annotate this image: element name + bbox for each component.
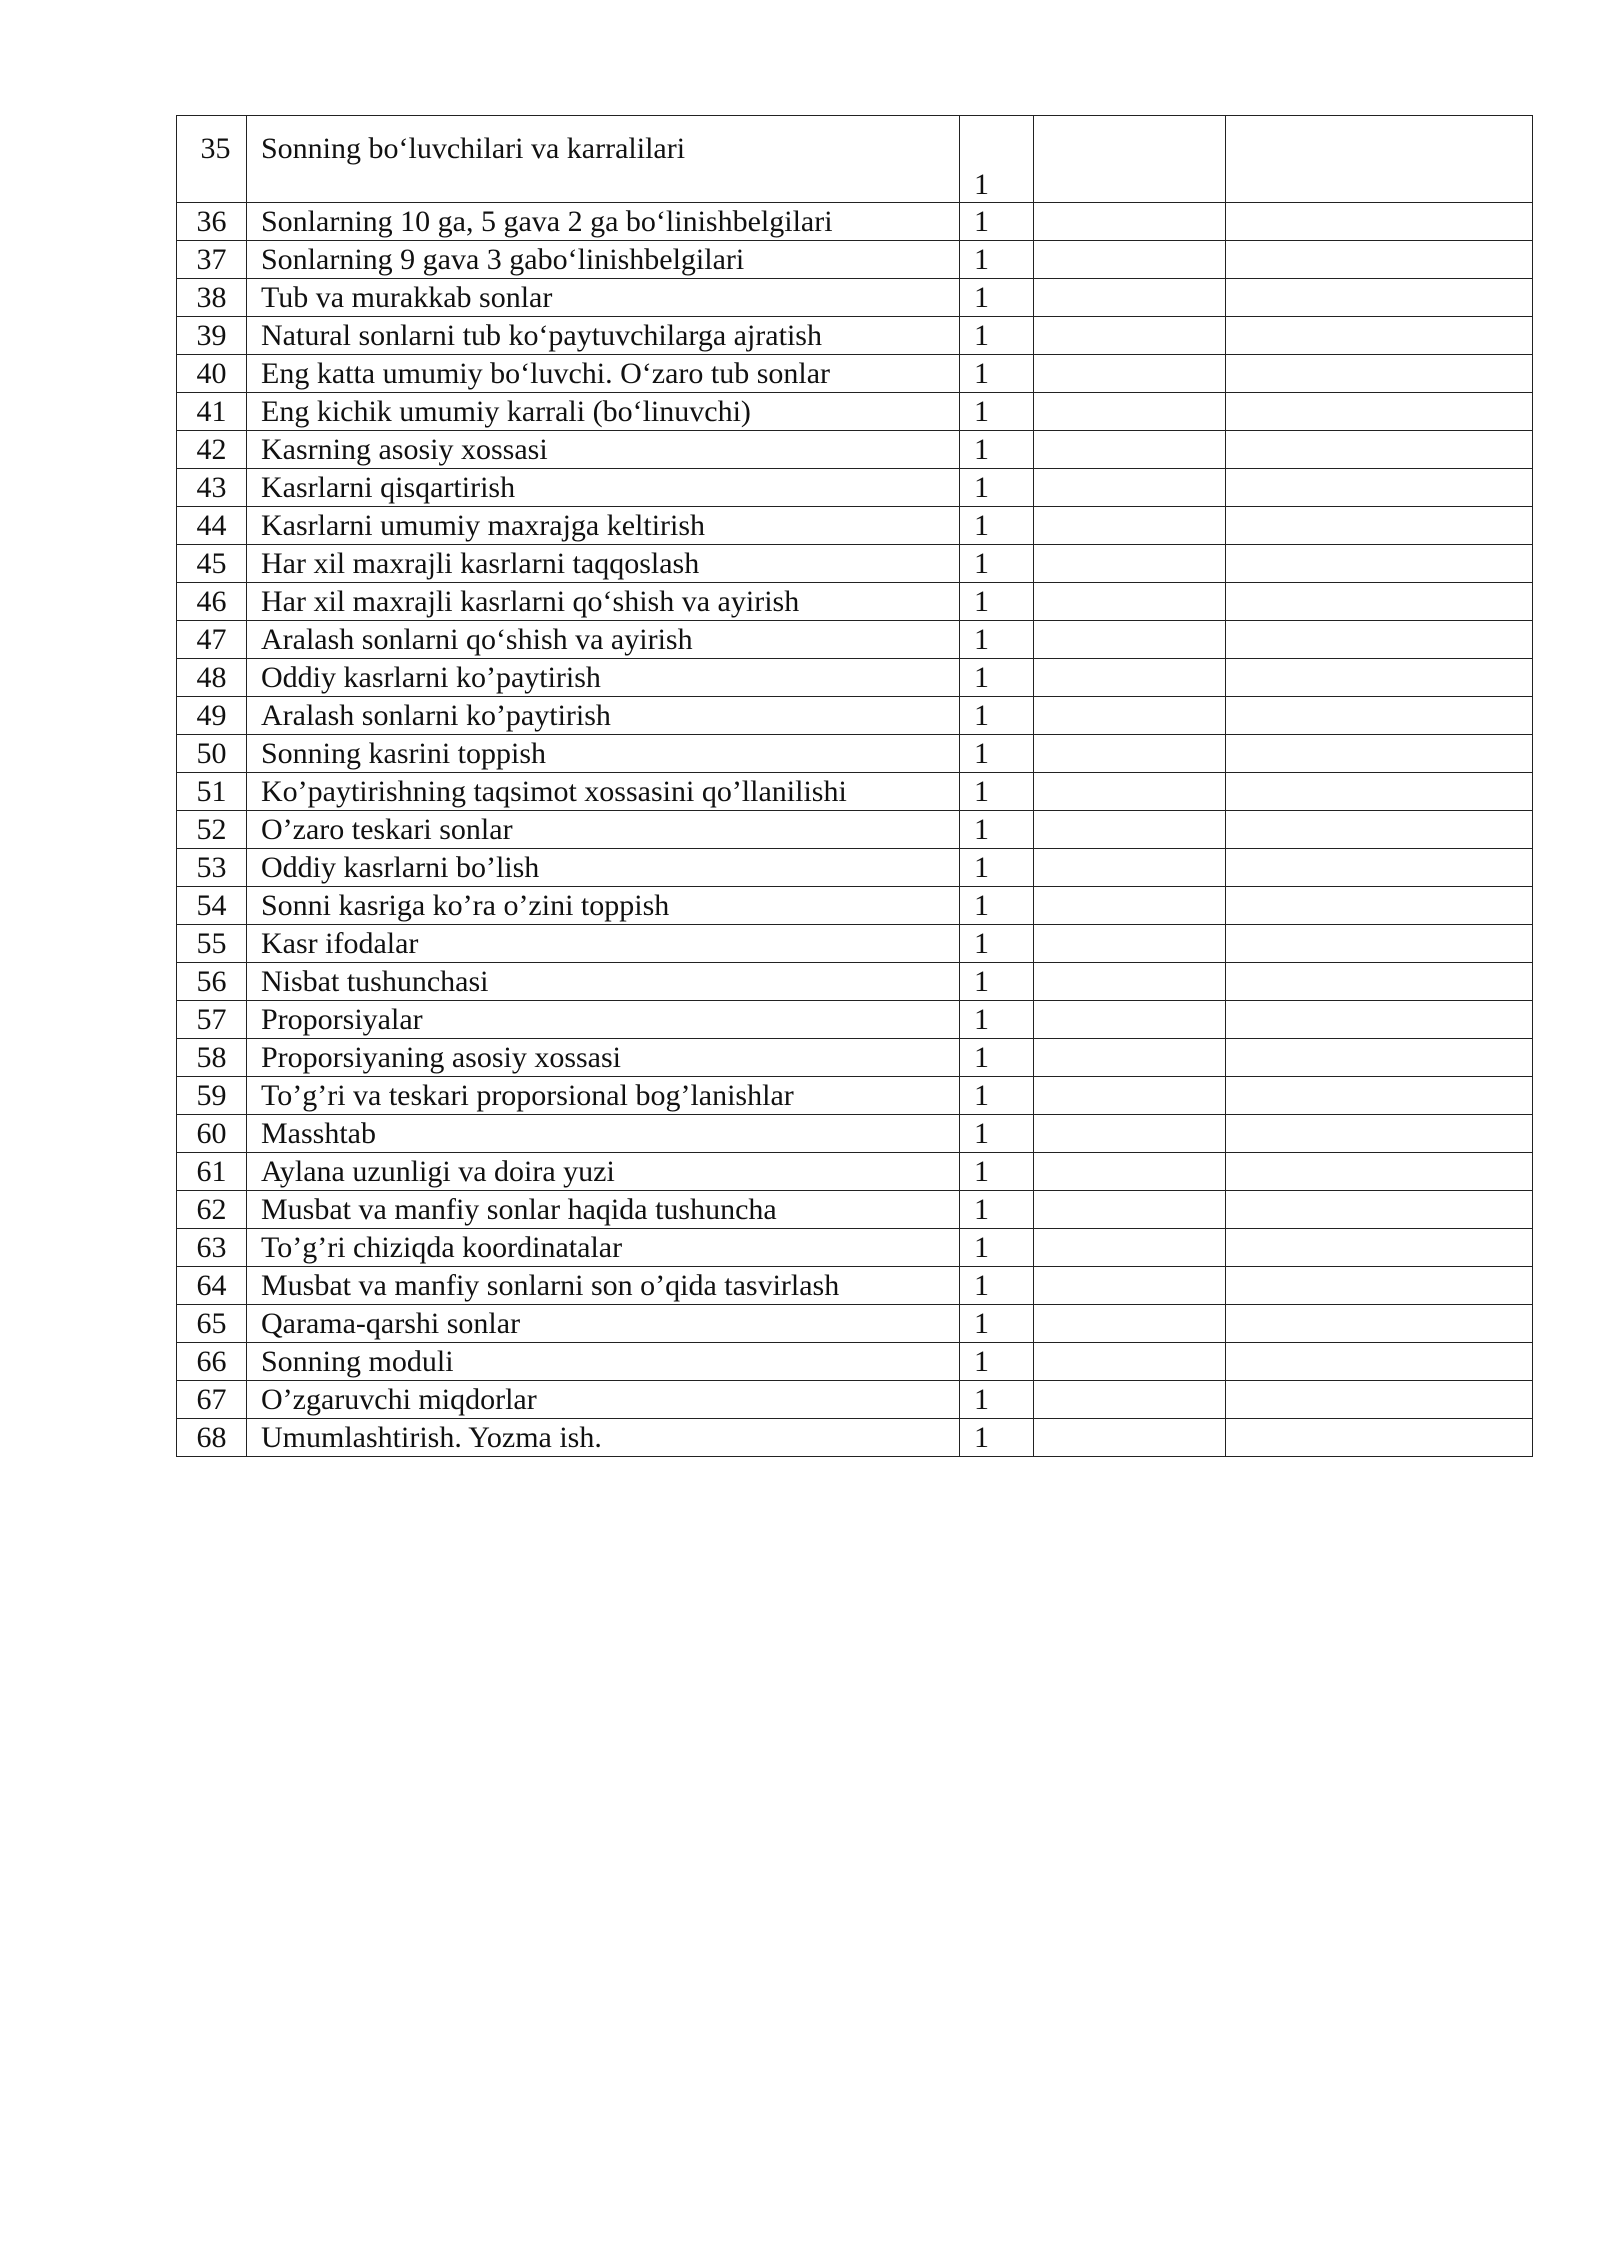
lesson-topic-cell: Musbat va manfiy sonlarni son o’qida tasvirlash	[247, 1267, 960, 1305]
table-row	[177, 279, 1533, 317]
blank-cell	[1034, 1267, 1226, 1305]
lesson-number-cell: 68	[177, 1419, 247, 1457]
lesson-hours-cell: 1	[960, 963, 1034, 1001]
table-row	[177, 811, 1533, 849]
lesson-hours-cell: 1	[960, 1001, 1034, 1039]
lesson-hours-cell: 1	[960, 811, 1034, 849]
blank-cell	[1034, 1077, 1226, 1115]
lesson-topic-cell: Sonlarning 9 gava 3 gabo‘linishbelgilari	[247, 241, 960, 279]
lesson-topic-cell: To’g’ri va teskari proporsional bog’lanishlar	[247, 1077, 960, 1115]
lesson-plan-table-body	[177, 116, 1533, 1457]
lesson-number-cell: 42	[177, 431, 247, 469]
blank-cell	[1226, 116, 1533, 203]
blank-cell	[1226, 887, 1533, 925]
blank-cell	[1226, 355, 1533, 393]
lesson-number-cell: 52	[177, 811, 247, 849]
lesson-topic-cell: Kasrlarni qisqartirish	[247, 469, 960, 507]
blank-cell	[1034, 659, 1226, 697]
blank-cell	[1034, 1039, 1226, 1077]
blank-cell	[1034, 773, 1226, 811]
lesson-number-cell: 50	[177, 735, 247, 773]
lesson-topic-cell: Eng kichik umumiy karrali (bo‘linuvchi)	[247, 393, 960, 431]
table-row	[177, 1305, 1533, 1343]
lesson-number-cell: 36	[177, 203, 247, 241]
lesson-hours-cell: 1	[960, 925, 1034, 963]
lesson-topic-cell: Qarama-qarshi sonlar	[247, 1305, 960, 1343]
lesson-topic-cell: Aralash sonlarni ko’paytirish	[247, 697, 960, 735]
blank-cell	[1226, 1267, 1533, 1305]
blank-cell	[1226, 241, 1533, 279]
table-row	[177, 1419, 1533, 1457]
lesson-hours-cell: 1	[960, 583, 1034, 621]
table-row	[177, 1077, 1533, 1115]
lesson-topic-cell: Oddiy kasrlarni bo’lish	[247, 849, 960, 887]
lesson-hours-cell: 1	[960, 1343, 1034, 1381]
blank-cell	[1034, 811, 1226, 849]
lesson-hours-cell: 1	[960, 279, 1034, 317]
lesson-number-cell: 66	[177, 1343, 247, 1381]
lesson-topic-cell: To’g’ri chiziqda koordinatalar	[247, 1229, 960, 1267]
blank-cell	[1226, 203, 1533, 241]
blank-cell	[1034, 317, 1226, 355]
blank-cell	[1034, 431, 1226, 469]
lesson-number-cell: 58	[177, 1039, 247, 1077]
blank-cell	[1034, 279, 1226, 317]
blank-cell	[1226, 1191, 1533, 1229]
lesson-hours-cell: 1	[960, 1229, 1034, 1267]
lesson-hours-cell: 1	[960, 773, 1034, 811]
table-row	[177, 583, 1533, 621]
lesson-hours-cell: 1	[960, 1115, 1034, 1153]
lesson-number-cell: 47	[177, 621, 247, 659]
table-row	[177, 887, 1533, 925]
table-row	[177, 1115, 1533, 1153]
table-row	[177, 393, 1533, 431]
blank-cell	[1226, 545, 1533, 583]
lesson-topic-cell: Sonning bo‘luvchilari va karralilari	[247, 116, 960, 203]
blank-cell	[1034, 697, 1226, 735]
lesson-hours-cell: 1	[960, 659, 1034, 697]
lesson-number-cell: 41	[177, 393, 247, 431]
blank-cell	[1226, 811, 1533, 849]
table-row	[177, 963, 1533, 1001]
table-row	[177, 849, 1533, 887]
lesson-topic-cell: Sonlarning 10 ga, 5 gava 2 ga bo‘linishbelgilari	[247, 203, 960, 241]
lesson-topic-cell: Aylana uzunligi va doira yuzi	[247, 1153, 960, 1191]
blank-cell	[1034, 1305, 1226, 1343]
lesson-topic-cell: Sonni kasriga ko’ra o’zini toppish	[247, 887, 960, 925]
blank-cell	[1034, 849, 1226, 887]
blank-cell	[1226, 735, 1533, 773]
blank-cell	[1226, 925, 1533, 963]
blank-cell	[1226, 1343, 1533, 1381]
lesson-number-cell: 67	[177, 1381, 247, 1419]
lesson-hours-cell: 1	[960, 1305, 1034, 1343]
blank-cell	[1226, 1381, 1533, 1419]
lesson-number-cell: 53	[177, 849, 247, 887]
lesson-number-cell: 62	[177, 1191, 247, 1229]
blank-cell	[1226, 1229, 1533, 1267]
lesson-hours-cell: 1	[960, 393, 1034, 431]
table-row	[177, 355, 1533, 393]
lesson-topic-cell: Kasr ifodalar	[247, 925, 960, 963]
blank-cell	[1226, 1419, 1533, 1457]
lesson-hours-cell: 1	[960, 1381, 1034, 1419]
lesson-hours-cell: 1	[960, 1191, 1034, 1229]
lesson-hours-cell: 1	[960, 116, 1034, 203]
lesson-topic-cell: Har xil maxrajli kasrlarni qo‘shish va ayirish	[247, 583, 960, 621]
blank-cell	[1034, 116, 1226, 203]
lesson-topic-cell: Tub va murakkab sonlar	[247, 279, 960, 317]
table-row	[177, 735, 1533, 773]
table-row	[177, 1039, 1533, 1077]
table-row	[177, 1229, 1533, 1267]
lesson-number-cell: 46	[177, 583, 247, 621]
table-row	[177, 1381, 1533, 1419]
lesson-number-cell: 45	[177, 545, 247, 583]
table-row	[177, 469, 1533, 507]
blank-cell	[1034, 1381, 1226, 1419]
blank-cell	[1226, 393, 1533, 431]
blank-cell	[1034, 1343, 1226, 1381]
table-row	[177, 545, 1533, 583]
lesson-topic-cell: Sonning kasrini toppish	[247, 735, 960, 773]
lesson-topic-cell: Eng katta umumiy bo‘luvchi. O‘zaro tub sonlar	[247, 355, 960, 393]
table-row	[177, 1153, 1533, 1191]
lesson-topic-cell: Proporsiyalar	[247, 1001, 960, 1039]
table-row	[177, 925, 1533, 963]
lesson-number-cell: 38	[177, 279, 247, 317]
blank-cell	[1034, 1419, 1226, 1457]
blank-cell	[1034, 621, 1226, 659]
blank-cell	[1034, 1001, 1226, 1039]
blank-cell	[1226, 1153, 1533, 1191]
lesson-hours-cell: 1	[960, 203, 1034, 241]
lesson-number-cell: 56	[177, 963, 247, 1001]
blank-cell	[1226, 849, 1533, 887]
blank-cell	[1034, 1229, 1226, 1267]
blank-cell	[1226, 317, 1533, 355]
lesson-number-cell: 40	[177, 355, 247, 393]
lesson-topic-cell: Nisbat tushunchasi	[247, 963, 960, 1001]
table-row	[177, 317, 1533, 355]
table-row	[177, 241, 1533, 279]
lesson-topic-cell: Natural sonlarni tub ko‘paytuvchilarga ajratish	[247, 317, 960, 355]
lesson-number-cell: 54	[177, 887, 247, 925]
lesson-number-cell: 59	[177, 1077, 247, 1115]
lesson-number-cell: 35	[177, 116, 247, 203]
lesson-hours-cell: 1	[960, 317, 1034, 355]
blank-cell	[1226, 621, 1533, 659]
blank-cell	[1034, 393, 1226, 431]
blank-cell	[1226, 1077, 1533, 1115]
lesson-hours-cell: 1	[960, 849, 1034, 887]
table-row	[177, 697, 1533, 735]
blank-cell	[1226, 1305, 1533, 1343]
lesson-number-cell: 57	[177, 1001, 247, 1039]
lesson-hours-cell: 1	[960, 1153, 1034, 1191]
blank-cell	[1034, 507, 1226, 545]
table-row	[177, 507, 1533, 545]
blank-cell	[1034, 1115, 1226, 1153]
blank-cell	[1226, 1039, 1533, 1077]
lesson-hours-cell: 1	[960, 1267, 1034, 1305]
lesson-number-cell: 43	[177, 469, 247, 507]
blank-cell	[1226, 697, 1533, 735]
blank-cell	[1034, 241, 1226, 279]
lesson-number-cell: 65	[177, 1305, 247, 1343]
lesson-hours-cell: 1	[960, 887, 1034, 925]
blank-cell	[1034, 583, 1226, 621]
lesson-number-cell: 60	[177, 1115, 247, 1153]
blank-cell	[1034, 963, 1226, 1001]
lesson-topic-cell: Musbat va manfiy sonlar haqida tushuncha	[247, 1191, 960, 1229]
blank-cell	[1226, 1115, 1533, 1153]
lesson-number-cell: 64	[177, 1267, 247, 1305]
table-row	[177, 659, 1533, 697]
lesson-hours-cell: 1	[960, 697, 1034, 735]
blank-cell	[1226, 507, 1533, 545]
lesson-number-cell: 49	[177, 697, 247, 735]
blank-cell	[1034, 735, 1226, 773]
lesson-topic-cell: Ko’paytirishning taqsimot xossasini qo’llanilishi	[247, 773, 960, 811]
lesson-hours-cell: 1	[960, 621, 1034, 659]
table-row	[177, 116, 1533, 203]
lesson-topic-cell: Oddiy kasrlarni ko’paytirish	[247, 659, 960, 697]
blank-cell	[1034, 887, 1226, 925]
lesson-hours-cell: 1	[960, 431, 1034, 469]
lesson-number-cell: 44	[177, 507, 247, 545]
blank-cell	[1034, 469, 1226, 507]
lesson-hours-cell: 1	[960, 355, 1034, 393]
blank-cell	[1034, 355, 1226, 393]
lesson-number-cell: 48	[177, 659, 247, 697]
lesson-hours-cell: 1	[960, 1077, 1034, 1115]
lesson-topic-cell: Aralash sonlarni qo‘shish va ayirish	[247, 621, 960, 659]
blank-cell	[1226, 963, 1533, 1001]
table-row	[177, 1001, 1533, 1039]
blank-cell	[1226, 1001, 1533, 1039]
lesson-hours-cell: 1	[960, 469, 1034, 507]
lesson-topic-cell: Masshtab	[247, 1115, 960, 1153]
blank-cell	[1034, 203, 1226, 241]
lesson-hours-cell: 1	[960, 1419, 1034, 1457]
table-row	[177, 431, 1533, 469]
lesson-topic-cell: Kasrning asosiy xossasi	[247, 431, 960, 469]
lesson-topic-cell: O’zgaruvchi miqdorlar	[247, 1381, 960, 1419]
lesson-hours-cell: 1	[960, 545, 1034, 583]
lesson-number-cell: 51	[177, 773, 247, 811]
lesson-number-cell: 63	[177, 1229, 247, 1267]
blank-cell	[1226, 583, 1533, 621]
blank-cell	[1226, 469, 1533, 507]
lesson-hours-cell: 1	[960, 735, 1034, 773]
table-row	[177, 1267, 1533, 1305]
lesson-hours-cell: 1	[960, 1039, 1034, 1077]
lesson-topic-cell: Proporsiyaning asosiy xossasi	[247, 1039, 960, 1077]
table-row	[177, 773, 1533, 811]
blank-cell	[1226, 279, 1533, 317]
blank-cell	[1034, 925, 1226, 963]
lesson-number-cell: 55	[177, 925, 247, 963]
table-row	[177, 621, 1533, 659]
lesson-topic-cell: Kasrlarni umumiy maxrajga keltirish	[247, 507, 960, 545]
lesson-number-cell: 37	[177, 241, 247, 279]
lesson-plan-table	[176, 115, 1533, 1457]
lesson-topic-cell: O’zaro teskari sonlar	[247, 811, 960, 849]
lesson-hours-cell: 1	[960, 241, 1034, 279]
blank-cell	[1034, 1153, 1226, 1191]
blank-cell	[1034, 1191, 1226, 1229]
lesson-topic-cell: Har xil maxrajli kasrlarni taqqoslash	[247, 545, 960, 583]
table-row	[177, 1343, 1533, 1381]
blank-cell	[1226, 431, 1533, 469]
table-row	[177, 1191, 1533, 1229]
lesson-topic-cell: Sonning moduli	[247, 1343, 960, 1381]
blank-cell	[1226, 659, 1533, 697]
lesson-number-cell: 61	[177, 1153, 247, 1191]
lesson-hours-cell: 1	[960, 507, 1034, 545]
lesson-number-cell: 39	[177, 317, 247, 355]
blank-cell	[1034, 545, 1226, 583]
table-row	[177, 203, 1533, 241]
blank-cell	[1226, 773, 1533, 811]
lesson-topic-cell: Umumlashtirish. Yozma ish.	[247, 1419, 960, 1457]
